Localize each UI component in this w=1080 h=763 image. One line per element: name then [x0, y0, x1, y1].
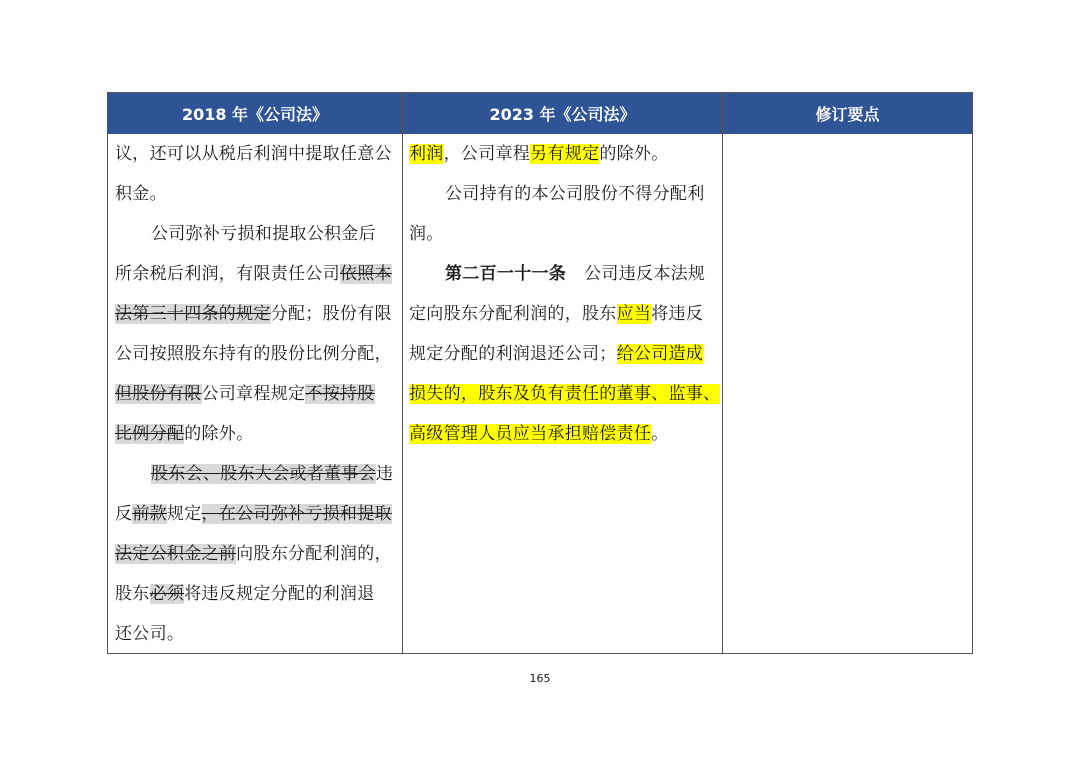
header-2018-law: 2018 年《公司法》	[108, 93, 403, 134]
deleted-text: 股东会、股东大会或者董事会	[151, 464, 376, 484]
text-line: 公司持有的本公司股份不得分配利	[445, 184, 705, 204]
text-line: 股东必须将违反规定分配的利润退	[115, 584, 375, 604]
text-line: 高级管理人员应当承担赔偿责任。	[409, 424, 669, 444]
column-2018-text	[115, 134, 398, 654]
deleted-text: 法第三十四条的规定	[115, 304, 271, 324]
article-number: 第二百一十一条	[445, 264, 567, 284]
deleted-text: 比例分配	[115, 424, 185, 444]
column-divider-2	[722, 93, 723, 653]
text-line: 规定分配的利润退还公司；给公司造成	[409, 344, 704, 364]
table-header	[108, 93, 972, 134]
deleted-text: 前款	[132, 504, 167, 524]
deleted-text: 但股份有限	[115, 384, 202, 404]
text-line: 但股份有限公司章程规定不按持股	[115, 384, 375, 404]
deleted-text: 依照本	[339, 264, 392, 284]
column-2023-text	[409, 134, 719, 454]
highlighted-text: 高级管理人员应当承担赔偿责任	[409, 424, 652, 444]
text-line: 还公司。	[115, 624, 185, 644]
text-line: 法定公积金之前向股东分配利润的，	[115, 544, 392, 564]
text-line: 反前款规定，在公司弥补亏损和提取	[115, 504, 392, 524]
page-number: 165	[529, 672, 551, 685]
text-line: 利润，公司章程另有规定的除外。	[409, 144, 669, 164]
text-line: 股东会、股东大会或者董事会违	[151, 464, 394, 484]
highlighted-text: 应当	[616, 304, 652, 324]
text-line: 公司弥补亏损和提取公积金后	[151, 224, 376, 244]
deleted-text: ，在公司弥补亏损和提取	[201, 504, 392, 524]
text-line: 公司按照股东持有的股份比例分配，	[115, 344, 392, 364]
text-line: 法第三十四条的规定分配；股份有限	[115, 304, 392, 324]
deleted-text: 不按持股	[305, 384, 375, 404]
text-line: 所余税后利润，有限责任公司依照本	[115, 264, 392, 284]
highlighted-text: 另有规定	[530, 144, 600, 164]
text-line: 润。	[409, 224, 444, 244]
text-line: 议，还可以从税后利润中提取任意公	[115, 144, 392, 164]
comparison-table	[107, 92, 973, 654]
highlighted-text: 给公司造成	[616, 344, 704, 364]
header-revision-points: 修订要点	[815, 105, 880, 124]
text-line	[409, 374, 719, 414]
deleted-text: 法定公积金之前	[115, 544, 237, 564]
header-2023-law: 2023 年《公司法》	[403, 93, 723, 134]
deleted-text: 必须	[149, 584, 185, 604]
text-line: 积金。	[115, 184, 167, 204]
text-line: 定向股东分配利润的，股东应当将违反	[409, 304, 704, 324]
column-divider-1	[402, 93, 403, 653]
highlighted-text: 损失的，股东及负有责任的董事、监事、	[409, 384, 721, 404]
text-line: 比例分配的除外。	[115, 424, 254, 444]
text-line: 第二百一十一条 公司违反本法规	[445, 264, 706, 284]
highlighted-text: 利润	[409, 144, 444, 164]
